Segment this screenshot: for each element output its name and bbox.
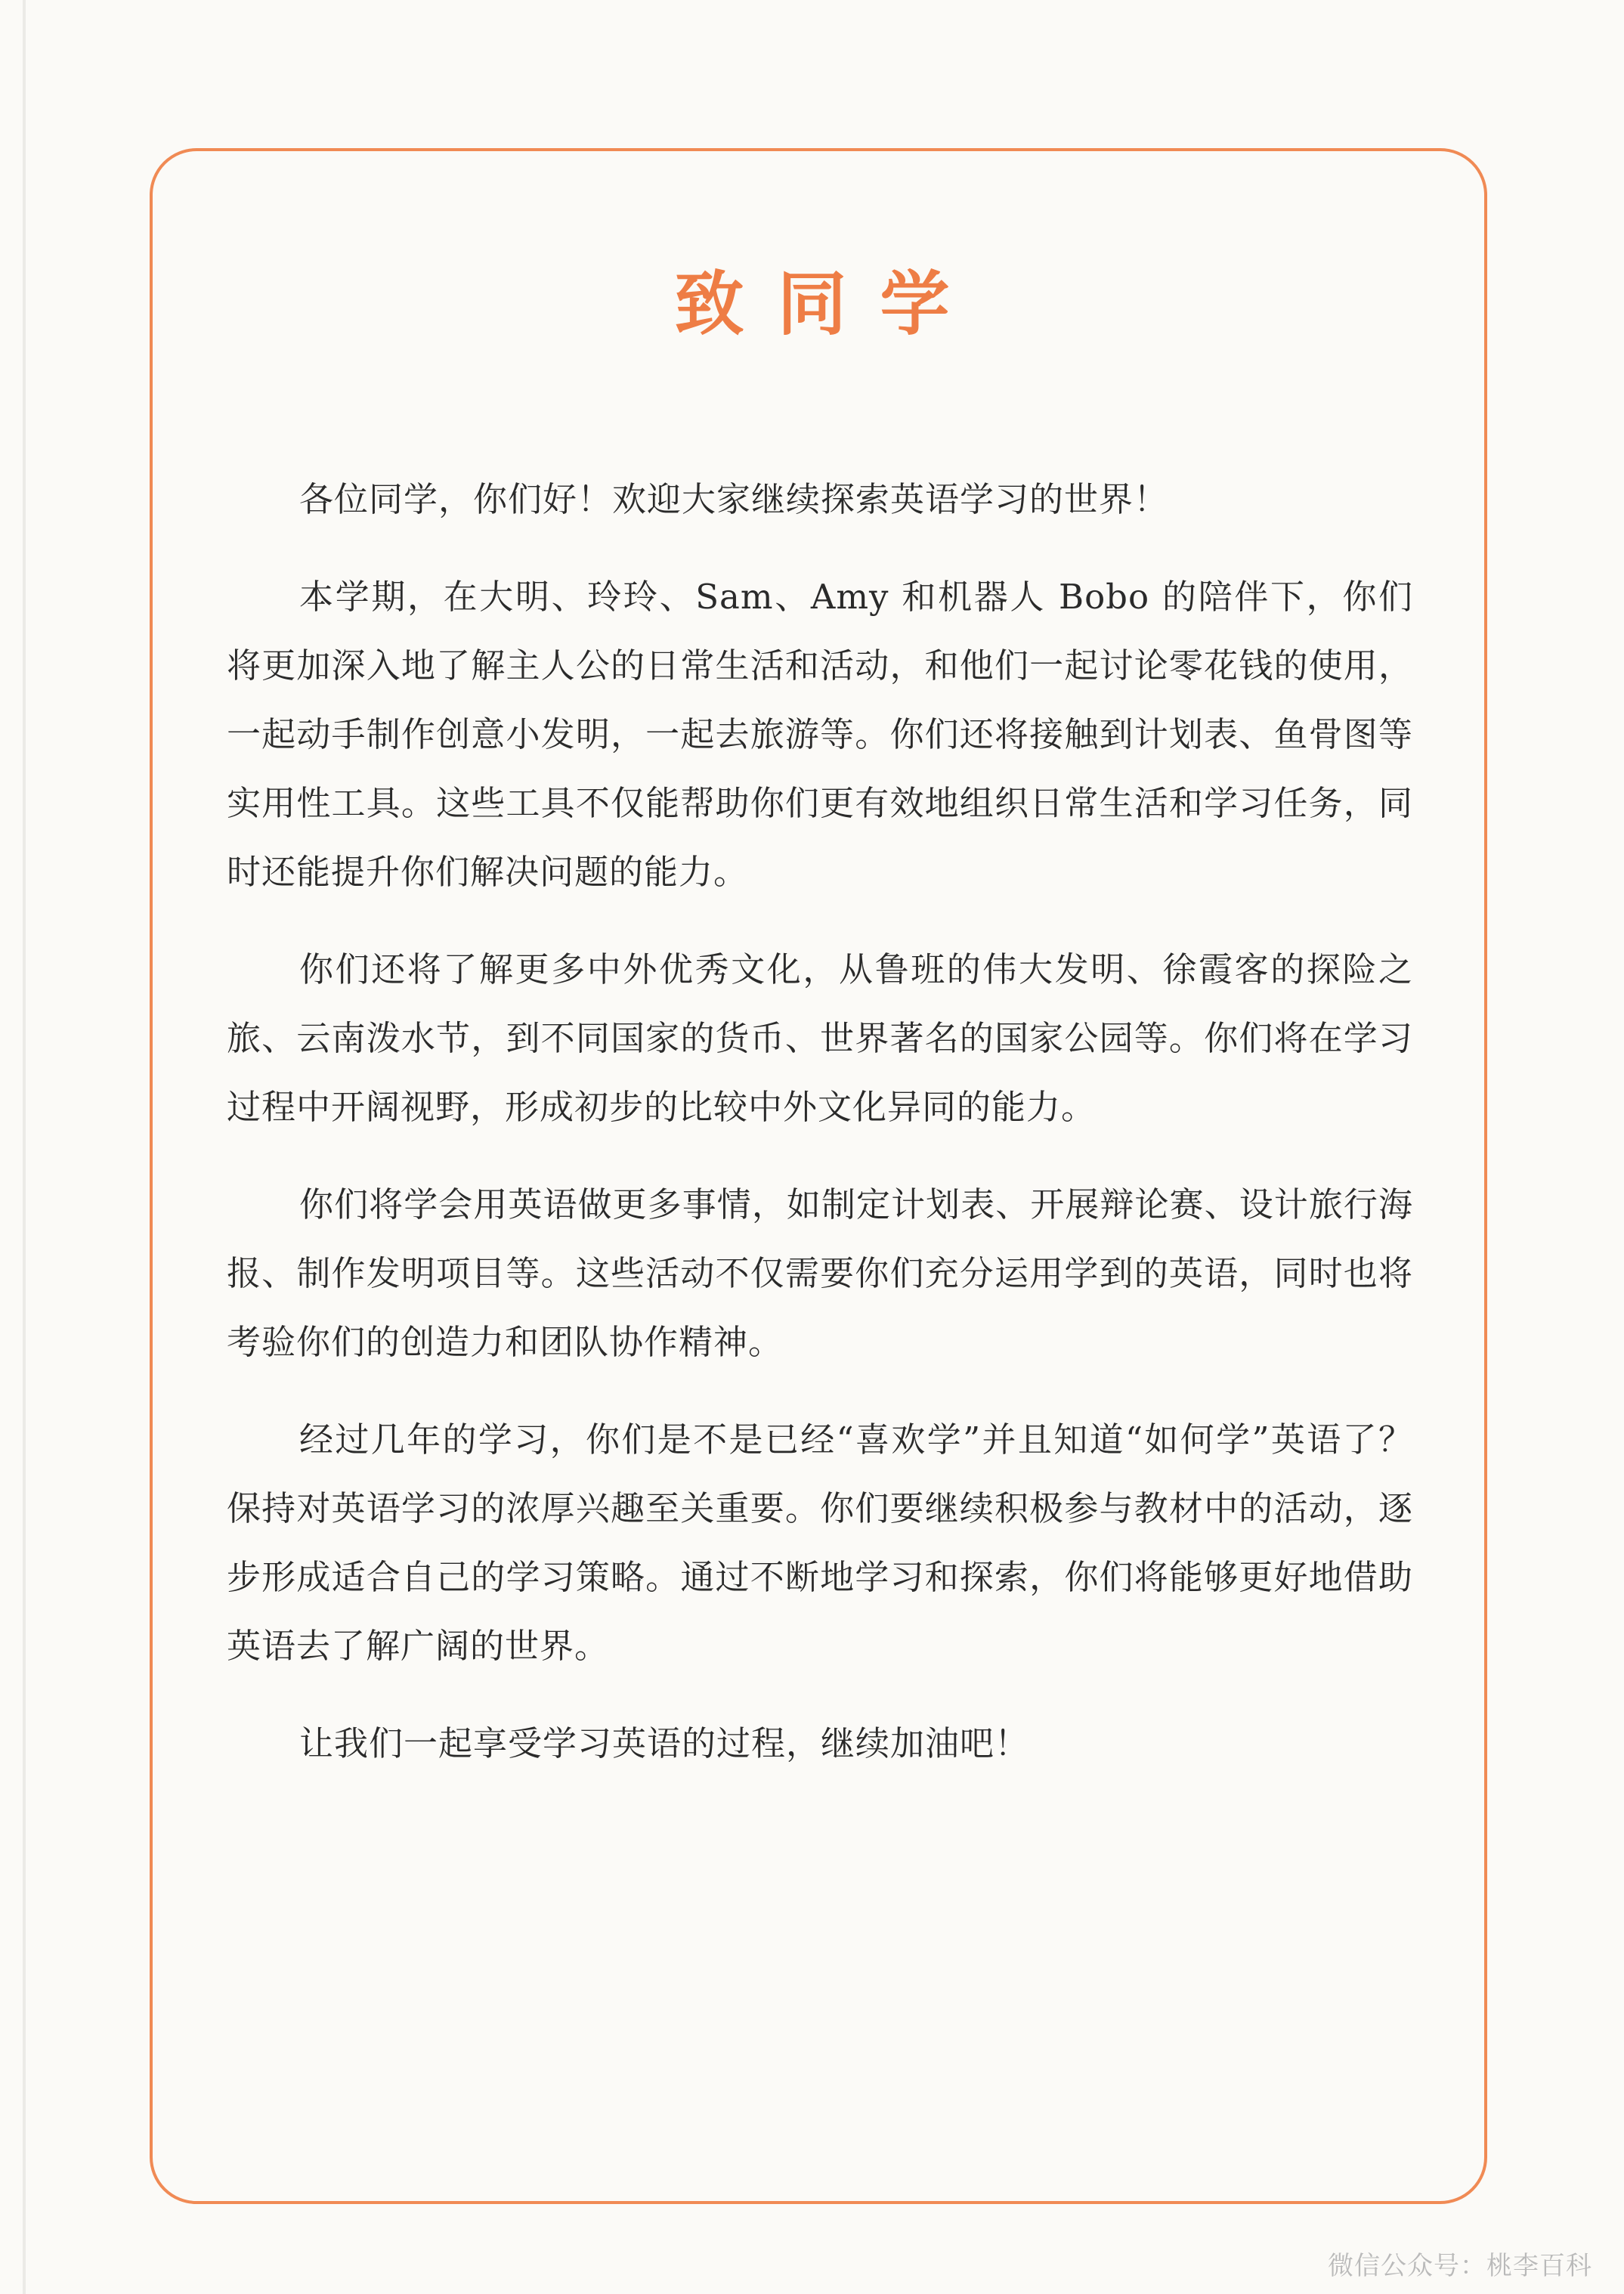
letter-body xyxy=(227,465,1413,1806)
paragraph-activities: 你们将学会用英语做更多事情，如制定计划表、开展辩论赛、设计旅行海报、制作发明项目等。这些活动不仅需要你们充分运用学到的英语，同时也将考验你们的创造力和团队协作精神。 xyxy=(227,1184,1413,1362)
watermark: 微信公众号：桃李百科 xyxy=(1328,2251,1592,2281)
paragraph-learning: 经过几年的学习，你们是不是已经“喜欢学”并且知道“如何学”英语了？保持对英语学习的浓厚兴趣至关重要。你们要继续积极参与教材中的活动，逐步形成适合自己的学习策略。通过不断地学习和探索，你们将能够更好地借助英语去了解广阔的世界。 xyxy=(227,1419,1413,1666)
page-edge xyxy=(23,0,26,2294)
paragraph-culture: 你们还将了解更多中外优秀文化，从鲁班的伟大发明、徐霞客的探险之旅、云南泼水节，到不同国家的货币、世界著名的国家公园等。你们将在学习过程中开阔视野，形成初步的比较中外文化异同的能力。 xyxy=(227,949,1413,1127)
page-title: 致同学 xyxy=(674,264,983,345)
paragraph-semester: 本学期，在大明、玲玲、Sam、Amy 和机器人 Bobo 的陪伴下，你们将更加深入地了解主人公的日常生活和活动，和他们一起讨论零花钱的使用，一起动手制作创意小发明，一起去旅游等。你们还将接触到计划表、鱼骨图等实用性工具。这些工具不仅能帮助你们更有效地组织日常生活和学习任务，同时还能提升你们解决问题的能力。 xyxy=(227,577,1413,892)
paragraph-greeting: 各位同学，你们好！欢迎大家继续探索英语学习的世界！ xyxy=(299,479,1169,519)
paragraph-closing: 让我们一起享受学习英语的过程，继续加油吧！ xyxy=(299,1723,1030,1763)
